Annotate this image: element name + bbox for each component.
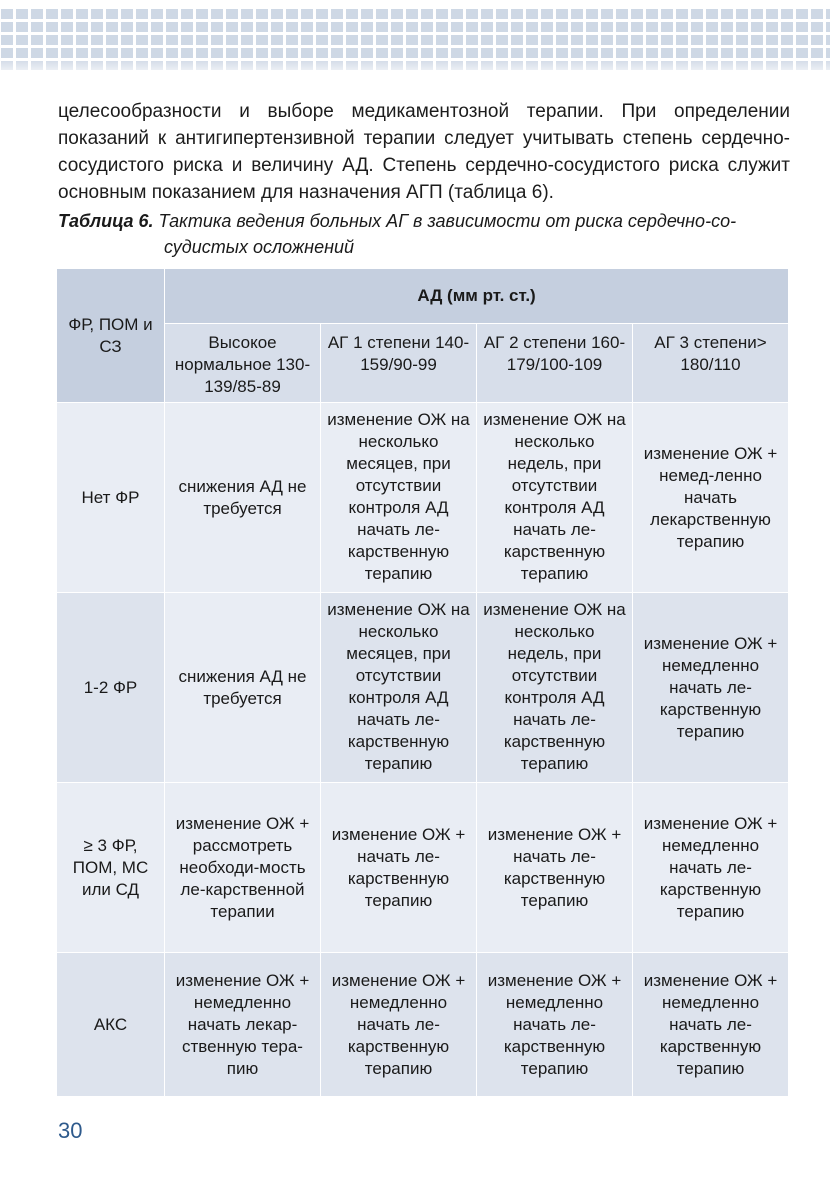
row-label: ≥ 3 ФР, ПОМ, МС или СД [57,783,165,953]
caption-line-2: судистых осложнений [164,237,355,257]
caption-line-1: Тактика ведения больных АГ в зависимости от риска сердечно-со- [158,211,737,231]
table-cell: изменение ОЖ + немедленно начать ле-карственную терапию [477,953,633,1097]
row-label: 1-2 ФР [57,593,165,783]
table-row [57,953,789,1097]
row-label: АКС [57,953,165,1097]
table-row [57,593,789,783]
table-cell: изменение ОЖ на несколько месяцев, при отсутствии контроля АД начать ле-карственную терапию [321,593,477,783]
table-cell: изменение ОЖ + немедленно начать лекар-ственную тера-пию [165,953,321,1097]
table-cell: изменение ОЖ + немедленно начать ле-карственную терапию [633,953,789,1097]
table-cell: изменение ОЖ + немедленно начать ле-карственную терапию [633,783,789,953]
bp-group-header: АД (мм рт. ст.) [165,269,789,324]
header-fade [0,58,830,78]
table-caption [58,208,790,260]
caption-label: Таблица 6. [58,211,154,231]
body-paragraph: целесообразности и выборе медикаментозной терапии. При определении показаний к антигипертензивной терапии следует учитывать степень сердечно-сосудистого риска и величину АД. Степень сердечно-сосудистого риска служит основным показанием для назначения АГП (таблица 6). [58,101,790,203]
table-cell: изменение ОЖ + начать ле-карственную терапию [321,783,477,953]
table-corner-header: ФР, ПОМ и СЗ [57,269,165,403]
table-cell: изменение ОЖ + немедленно начать ле-карственную терапию [633,593,789,783]
column-header-ag1: АГ 1 степени 140-159/90-99 [321,324,477,403]
table-cell: изменение ОЖ на несколько недель, при отсутствии контроля АД начать ле-карственную терапию [477,403,633,593]
table-cell: изменение ОЖ на несколько недель, при отсутствии контроля АД начать ле-карственную терапию [477,593,633,783]
table-cell: изменение ОЖ + немед-ленно начать лекарственную терапию [633,403,789,593]
table-row [57,403,789,593]
column-header-high-normal: Высокое нормальное 130-139/85-89 [165,324,321,403]
risk-table [56,268,789,1097]
table-cell: снижения АД не требуется [165,593,321,783]
table-cell: изменение ОЖ + начать ле-карственную терапию [477,783,633,953]
table-cell: изменение ОЖ на несколько месяцев, при отсутствии контроля АД начать ле-карственную терапию [321,403,477,593]
table-cell: изменение ОЖ + немедленно начать ле-карственную терапию [321,953,477,1097]
page-number: 30 [58,1118,83,1143]
row-label: Нет ФР [57,403,165,593]
table-cell: снижения АД не требуется [165,403,321,593]
column-header-ag2: АГ 2 степени 160-179/100-109 [477,324,633,403]
table-row [57,783,789,953]
column-header-ag3: АГ 3 степени> 180/110 [633,324,789,403]
table-cell: изменение ОЖ + рассмотреть необходи-мость ле-карственной терапии [165,783,321,953]
